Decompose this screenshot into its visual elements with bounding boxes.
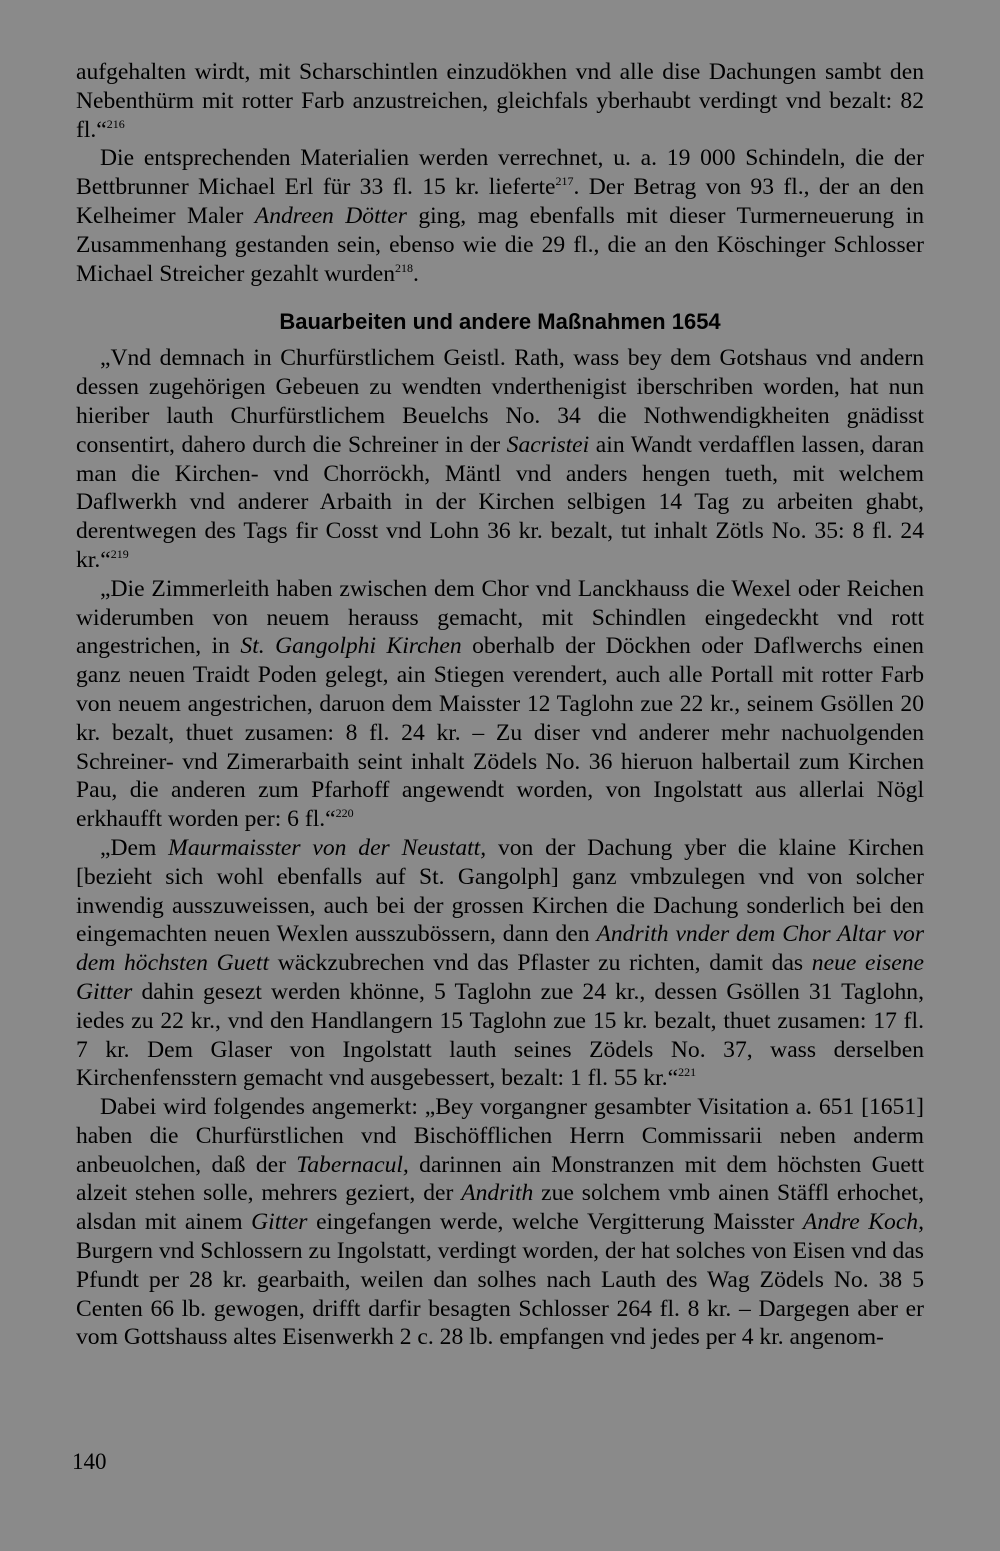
paragraph-5 (76, 834, 924, 1093)
paragraph-5-text-3: wäckzubrechen vnd das Pflaster zu richten, damit das (269, 950, 812, 977)
footnote-ref-220: 220 (335, 806, 354, 821)
italic-name-doetter: Andreen Dötter (254, 202, 407, 229)
section-heading: Bauarbeiten und andere Maßnahmen 1654 (279, 309, 721, 335)
paragraph-5-text-1: „Dem (100, 834, 169, 861)
italic-sacristei: Sacristei (506, 431, 590, 458)
paragraph-2 (76, 144, 924, 288)
paragraph-1-text: aufgehalten wirdt, mit Scharschintlen einzudökhen vnd alle dise Dachungen sambt den Nebenthürm mit rotter Farb anzustreichen, gleichfals yberhaubt verdingt vnd bezalt: 82 fl.“ (76, 59, 924, 143)
paragraph-1 (76, 58, 924, 144)
paragraph-6-text-5: Burgern vnd Schlossern zu Ingolstatt, verdingt worden, der hat solches von Eisen vnd das Pfundt per 28 kr. gearbaith, weilen dan solhes nach Lauth des Wag Zödels No. 38 5 Centen 66 lb. gewogen, drifft darfir besagten Schlosser 264 fl. 8 kr. – Dargegen aber er vom Gottshauss altes Eisenwerkh 2 c. 28 lb. empfangen vnd jedes per 4 kr. angenom- (76, 1238, 924, 1351)
italic-gangolphi: St. Gangolphi Kirchen (240, 633, 462, 660)
italic-andrith: Andrith (461, 1180, 534, 1207)
page-number: 140 (72, 1449, 107, 1474)
italic-gitter: neue eisene Gitter (76, 950, 924, 1005)
paragraph-4-text-2: oberhalb der Döckhen oder Daflwerchs einen ganz neuen Traidt Poden gelegt, ain Stiegen verendert, auch alle Portall mit rotter Farb von neuem angestrichen, daruon dem Maisster 12 Taglohn zue 22 kr., seinem Gsöllen 20 kr. bezalt, thuet zusamen: 8 fl. 24 kr. – Zu diser vnd anderer mehr nachuolgenden Schreiner- vnd Zimerarbaith seint inhalt Zödels No. 36 hieruon halbertail zum Kirchen Pau, die anderen zum Pfarhoff angewendt worden, von Ingolstatt aus allerlai Nögl erkhaufft worden per: 6 fl.“ (76, 633, 924, 833)
paragraph-4-text-1: „Die Zimmerleith haben zwischen dem Chor vnd Lanckhauss die Wexel oder Reichen widerumben von neuem herauss gemacht, mit Schindlen eingedeckht vnd rott angestrichen, in (76, 575, 924, 660)
page-body (76, 58, 924, 1352)
paragraph-5-text-4: dahin gesezt werden khönne, 5 Taglohn zue 24 kr., dessen Gsöllen 31 Taglohn, iedes zu 22 kr., vnd den Handlangern 15 Taglohn zue 15 kr. bezalt, thuet zusamen: 17 fl. 7 kr. Dem Glaser von Ingolstatt lauth seines Zödels No. 37, wass derselben Kirchenfensstern gemacht vnd ausgebessert, bezalt: 1 fl. 55 kr.“ (76, 978, 924, 1092)
italic-andrith-chor: Andrith vnder dem Chor Altar vor dem höchsten Guett (76, 921, 925, 977)
paragraph-2-text-2: . Der Betrag von 93 fl., der an den Kelheimer Maler (76, 174, 924, 229)
paragraph-3 (76, 344, 924, 574)
italic-maurmaisster: Maurmaisster von der Neustatt, (168, 834, 487, 861)
footnote-ref-221: 221 (678, 1065, 697, 1080)
italic-gitter-2: Gitter (251, 1209, 308, 1236)
footnote-ref-216: 216 (106, 116, 125, 131)
italic-andre-koch: Andre Koch, (802, 1209, 924, 1236)
paragraph-3-text-2: ain Wandt verdafflen lassen, daran man die Kirchen- vnd Chorröckh, Mäntl vnd anders hengen tueth, mit welchem Daflwerkh vnd anderer Arbaith in der Kirchen selbigen 14 Tag zu arbeiten ghabt, derentwegen des Tags fir Cosst vnd Lohn 36 kr. bezalt, tut inhalt Zötls No. 35: 8 fl. 24 kr.“ (76, 431, 924, 573)
italic-tabernacul: Tabernacul, (296, 1151, 409, 1178)
paragraph-6-text-2: darinnen ain Monstranzen mit dem höchsten Guett alzeit stehen solle, mehrers geziert, der (76, 1151, 925, 1207)
footnote-ref-217: 217 (555, 174, 574, 189)
paragraph-6 (76, 1093, 924, 1352)
footnote-ref-218: 218 (395, 260, 414, 275)
paragraph-6-text-4: eingefangen werde, welche Vergitterung Maisster (307, 1209, 803, 1236)
paragraph-3-text-1: „Vnd demnach in Churfürstlichem Geistl. Rath, wass bey dem Gotshaus vnd andern dessen zugehörigen Gebeuen zu wendten vnderthenigist iberschriben worden, hat nun hieriber lauth Churfürstlichem Beuelchs No. 34 die Nothwendigkheiten gnädisst consentirt, dahero durch die Schreiner in der (76, 345, 924, 458)
paragraph-2-text-3: ging, mag ebenfalls mit dieser Turmerneuerung in Zusammenhang gestanden sein, ebenso wie die 29 fl., die an den Köschinger Schlosser Michael Streicher gezahlt wurden (76, 202, 924, 287)
paragraph-6-text-3: zue solchem vmb ainen Stäffl erhochet, alsdan mit ainem (76, 1180, 925, 1236)
paragraph-2-text-1: Die entsprechenden Materialien werden verrechnet, u. a. 19 000 Schindeln, die der Bettbrunner Michael Erl für 33 fl. 15 kr. lieferte (76, 145, 924, 201)
paragraph-2-text-4: . (413, 260, 419, 287)
footnote-ref-219: 219 (110, 546, 129, 561)
paragraph-4 (76, 575, 924, 834)
paragraph-5-text-2: von der Dachung yber die klaine Kirchen [bezieht sich wohl ebenfalls auf St. Gangolph] ganz vmbzulegen vnd von solcher inwendig ausszuweissen, auch bei der grossen Kirchen die Dachung sonderlich bei den eingemachten neuen Wexlen ausszubössern, dann den (76, 834, 925, 948)
paragraph-6-text-1: Dabei wird folgendes angemerkt: „Bey vorgangner gesambter Visitation a. 651 [1651] haben die Churfürstlichen vnd Bischöfflichen Herrn Commissarii neben anderm anbeuolchen, daß der (76, 1094, 924, 1178)
